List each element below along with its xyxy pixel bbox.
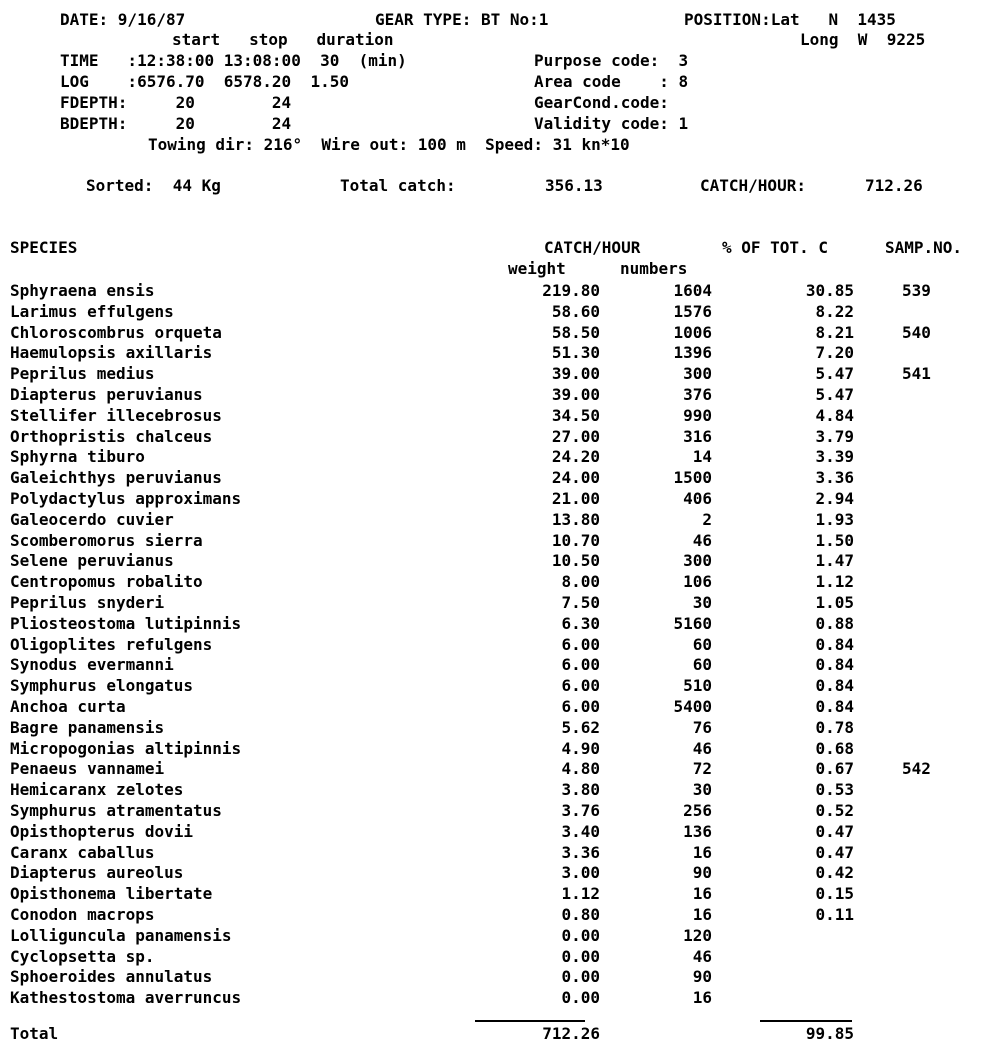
- percent-cell: 3.39: [815, 447, 854, 467]
- weight-cell: 0.00: [561, 925, 600, 945]
- percent-cell: 0.84: [815, 697, 854, 716]
- numbers-cell: 90: [692, 863, 712, 883]
- weight-cell: 0.00: [561, 988, 600, 1008]
- species-name-cell: Kathestostoma averruncus: [10, 988, 242, 1008]
- numbers-cell: 16: [692, 842, 712, 862]
- weight-cell: 10.50: [551, 551, 600, 571]
- sample-number-cell: 542: [902, 759, 931, 779]
- pct-total-rule: [760, 1020, 852, 1022]
- sample-number-cell: 541: [902, 364, 931, 384]
- species-name-cell: Conodon macrops: [10, 905, 155, 924]
- species-name-cell: Haemulopsis axillaris: [10, 343, 213, 363]
- percent-cell: 8.22: [815, 301, 854, 321]
- percent-cell: 1.12: [815, 572, 854, 592]
- numbers-cell: 90: [692, 967, 712, 987]
- weight-cell: 58.50: [551, 322, 600, 342]
- catch-hour-label: CATCH/HOUR:: [700, 176, 806, 195]
- position-long-field: Long W 9225: [800, 30, 926, 49]
- numbers-cell: 300: [683, 551, 712, 571]
- total-label: Total: [10, 1024, 59, 1043]
- weight-cell: 3.00: [561, 863, 600, 883]
- percent-cell: 0.15: [815, 884, 854, 904]
- weight-cell: 3.76: [561, 801, 600, 820]
- percent-cell: 0.47: [815, 821, 854, 841]
- weight-cell: 13.80: [551, 509, 600, 529]
- weight-cell: 4.90: [561, 738, 600, 758]
- percent-cell: 2.94: [815, 489, 854, 508]
- percent-cell: 0.88: [815, 613, 854, 633]
- weight-cell: 6.00: [561, 697, 600, 716]
- gear-condition-code: GearCond.code:: [534, 93, 669, 112]
- sample-number-column-header: SAMP.NO.: [885, 238, 963, 257]
- species-name-cell: Peprilus medius: [10, 364, 155, 384]
- percent-cell: 0.84: [815, 676, 854, 696]
- numbers-cell: 5160: [673, 613, 712, 633]
- log-row: LOG :6576.70 6578.20 1.50: [60, 72, 349, 91]
- pct-column-header: % OF TOT. C: [722, 238, 828, 257]
- percent-cell: 3.79: [815, 426, 854, 446]
- numbers-cell: 16: [692, 905, 712, 924]
- species-name-cell: Galeocerdo cuvier: [10, 509, 174, 529]
- numbers-cell: 256: [683, 801, 712, 820]
- species-name-cell: Penaeus vannamei: [10, 759, 165, 779]
- numbers-cell: 1500: [673, 468, 712, 488]
- percent-cell: 0.53: [815, 780, 854, 800]
- numbers-cell: 1396: [673, 343, 712, 363]
- species-name-cell: Synodus evermanni: [10, 655, 174, 675]
- percent-cell: 0.84: [815, 634, 854, 654]
- species-name-cell: Stellifer illecebrosus: [10, 405, 222, 425]
- species-name-cell: Galeichthys peruvianus: [10, 468, 222, 488]
- weight-cell: 3.36: [561, 842, 600, 862]
- area-code: Area code : 8: [534, 72, 689, 91]
- numbers-cell: 2: [702, 509, 712, 529]
- weight-cell: 39.00: [551, 385, 600, 404]
- species-name-cell: Diapterus aureolus: [10, 863, 184, 883]
- purpose-code: Purpose code: 3: [534, 51, 689, 70]
- position-lat-field: POSITION:Lat N 1435: [684, 10, 896, 29]
- weight-cell: 6.00: [561, 676, 600, 696]
- weight-cell: 51.30: [551, 343, 600, 363]
- numbers-cell: 1604: [673, 281, 712, 300]
- percent-cell: 0.67: [815, 759, 854, 779]
- numbers-cell: 46: [692, 946, 712, 966]
- total-catch-label: Total catch:: [340, 176, 456, 195]
- percent-cell: 1.93: [815, 509, 854, 529]
- weight-cell: 1.12: [561, 884, 600, 904]
- sample-number-cell: 539: [902, 281, 931, 300]
- weight-cell: 6.00: [561, 634, 600, 654]
- weight-total-rule: [475, 1020, 585, 1022]
- numbers-cell: 30: [692, 593, 712, 612]
- numbers-subheader: numbers: [620, 259, 688, 278]
- date-field: DATE: 9/16/87: [60, 10, 186, 29]
- weight-cell: 4.80: [561, 759, 600, 779]
- sample-number-cell: 540: [902, 322, 931, 342]
- weight-cell: 24.00: [551, 468, 600, 488]
- species-name-cell: Symphurus elongatus: [10, 676, 194, 696]
- numbers-cell: 1006: [673, 322, 712, 342]
- towing-line: Towing dir: 216° Wire out: 100 m Speed: 31 kn*10: [148, 135, 630, 154]
- numbers-cell: 406: [683, 489, 712, 508]
- species-column-header: SPECIES: [10, 238, 78, 257]
- weight-cell: 39.00: [551, 364, 600, 384]
- percent-cell: 5.47: [815, 385, 854, 404]
- numbers-cell: 60: [692, 655, 712, 675]
- weight-cell: 10.70: [551, 530, 600, 550]
- species-name-cell: Chloroscombrus orqueta: [10, 322, 222, 342]
- numbers-cell: 76: [692, 717, 712, 737]
- species-name-cell: Bagre panamensis: [10, 717, 165, 737]
- species-name-cell: Larimus effulgens: [10, 301, 174, 321]
- numbers-cell: 30: [692, 780, 712, 800]
- species-name-cell: Peprilus snyderi: [10, 593, 165, 612]
- percent-cell: 0.84: [815, 655, 854, 675]
- weight-cell: 3.40: [561, 821, 600, 841]
- numbers-cell: 316: [683, 426, 712, 446]
- numbers-cell: 14: [692, 447, 712, 467]
- gear-type-field: GEAR TYPE: BT No:1: [375, 10, 549, 29]
- species-name-cell: Symphurus atramentatus: [10, 801, 222, 820]
- weight-cell: 219.80: [542, 281, 600, 300]
- fdepth-row: FDEPTH: 20 24: [60, 93, 292, 112]
- weight-cell: 6.30: [561, 613, 600, 633]
- total-percent: 99.85: [805, 1024, 854, 1043]
- percent-cell: 5.47: [815, 364, 854, 384]
- percent-cell: 3.36: [815, 468, 854, 488]
- percent-cell: 1.05: [815, 593, 854, 612]
- weight-cell: 6.00: [561, 655, 600, 675]
- total-catch-value: 356.13: [545, 176, 603, 195]
- percent-cell: 0.52: [815, 801, 854, 820]
- validity-code: Validity code: 1: [534, 114, 689, 133]
- weight-cell: 5.62: [561, 717, 600, 737]
- percent-cell: 0.78: [815, 717, 854, 737]
- numbers-cell: 106: [683, 572, 712, 592]
- time-column-heads: start stop duration: [172, 30, 394, 49]
- numbers-cell: 120: [683, 925, 712, 945]
- percent-cell: 1.47: [815, 551, 854, 571]
- numbers-cell: 72: [692, 759, 712, 779]
- species-name-cell: Opisthopterus dovii: [10, 821, 194, 841]
- species-name-cell: Sphyraena ensis: [10, 281, 155, 300]
- species-name-cell: Anchoa curta: [10, 697, 126, 716]
- species-name-cell: Opisthonema libertate: [10, 884, 213, 904]
- numbers-cell: 46: [692, 738, 712, 758]
- numbers-cell: 46: [692, 530, 712, 550]
- species-name-cell: Hemicaranx zelotes: [10, 780, 184, 800]
- weight-cell: 58.60: [551, 301, 600, 321]
- weight-subheader: weight: [508, 259, 566, 278]
- species-name-cell: Pliosteostoma lutipinnis: [10, 613, 242, 633]
- numbers-cell: 1576: [673, 301, 712, 321]
- weight-cell: 0.80: [561, 905, 600, 924]
- species-name-cell: Oligoplites refulgens: [10, 634, 213, 654]
- numbers-cell: 990: [683, 405, 712, 425]
- bdepth-row: BDEPTH: 20 24: [60, 114, 292, 133]
- species-name-cell: Sphoeroides annulatus: [10, 967, 213, 987]
- species-name-cell: Micropogonias altipinnis: [10, 738, 242, 758]
- species-name-cell: Polydactylus approximans: [10, 489, 242, 508]
- weight-cell: 0.00: [561, 967, 600, 987]
- percent-cell: 0.47: [815, 842, 854, 862]
- species-name-cell: Orthopristis chalceus: [10, 426, 213, 446]
- catch-hour-column-header: CATCH/HOUR: [544, 238, 641, 257]
- weight-cell: 24.20: [551, 447, 600, 467]
- weight-cell: 34.50: [551, 405, 600, 425]
- species-name-cell: Scomberomorus sierra: [10, 530, 203, 550]
- numbers-cell: 376: [683, 385, 712, 404]
- total-weight: 712.26: [542, 1024, 600, 1043]
- numbers-cell: 510: [683, 676, 712, 696]
- numbers-cell: 60: [692, 634, 712, 654]
- weight-cell: 3.80: [561, 780, 600, 800]
- percent-cell: 0.68: [815, 738, 854, 758]
- sorted-weight: Sorted: 44 Kg: [86, 176, 221, 195]
- weight-cell: 27.00: [551, 426, 600, 446]
- percent-cell: 0.11: [815, 905, 854, 924]
- percent-cell: 8.21: [815, 322, 854, 342]
- species-name-cell: Centropomus robalito: [10, 572, 203, 592]
- weight-cell: 8.00: [561, 572, 600, 592]
- time-row: TIME :12:38:00 13:08:00 30 (min): [60, 51, 407, 70]
- percent-cell: 4.84: [815, 405, 854, 425]
- numbers-cell: 300: [683, 364, 712, 384]
- percent-cell: 30.85: [805, 281, 854, 300]
- percent-cell: 1.50: [815, 530, 854, 550]
- species-name-cell: Selene peruvianus: [10, 551, 174, 571]
- numbers-cell: 16: [692, 884, 712, 904]
- numbers-cell: 136: [683, 821, 712, 841]
- species-name-cell: Caranx caballus: [10, 842, 155, 862]
- species-name-cell: Diapterus peruvianus: [10, 385, 203, 404]
- percent-cell: 7.20: [815, 343, 854, 363]
- weight-cell: 21.00: [551, 489, 600, 508]
- catch-hour-value: 712.26: [865, 176, 923, 195]
- percent-cell: 0.42: [815, 863, 854, 883]
- numbers-cell: 5400: [673, 697, 712, 716]
- numbers-cell: 16: [692, 988, 712, 1008]
- weight-cell: 0.00: [561, 946, 600, 966]
- species-name-cell: Lolliguncula panamensis: [10, 925, 232, 945]
- species-name-cell: Cyclopsetta sp.: [10, 946, 155, 966]
- weight-cell: 7.50: [561, 593, 600, 612]
- species-name-cell: Sphyrna tiburo: [10, 447, 145, 467]
